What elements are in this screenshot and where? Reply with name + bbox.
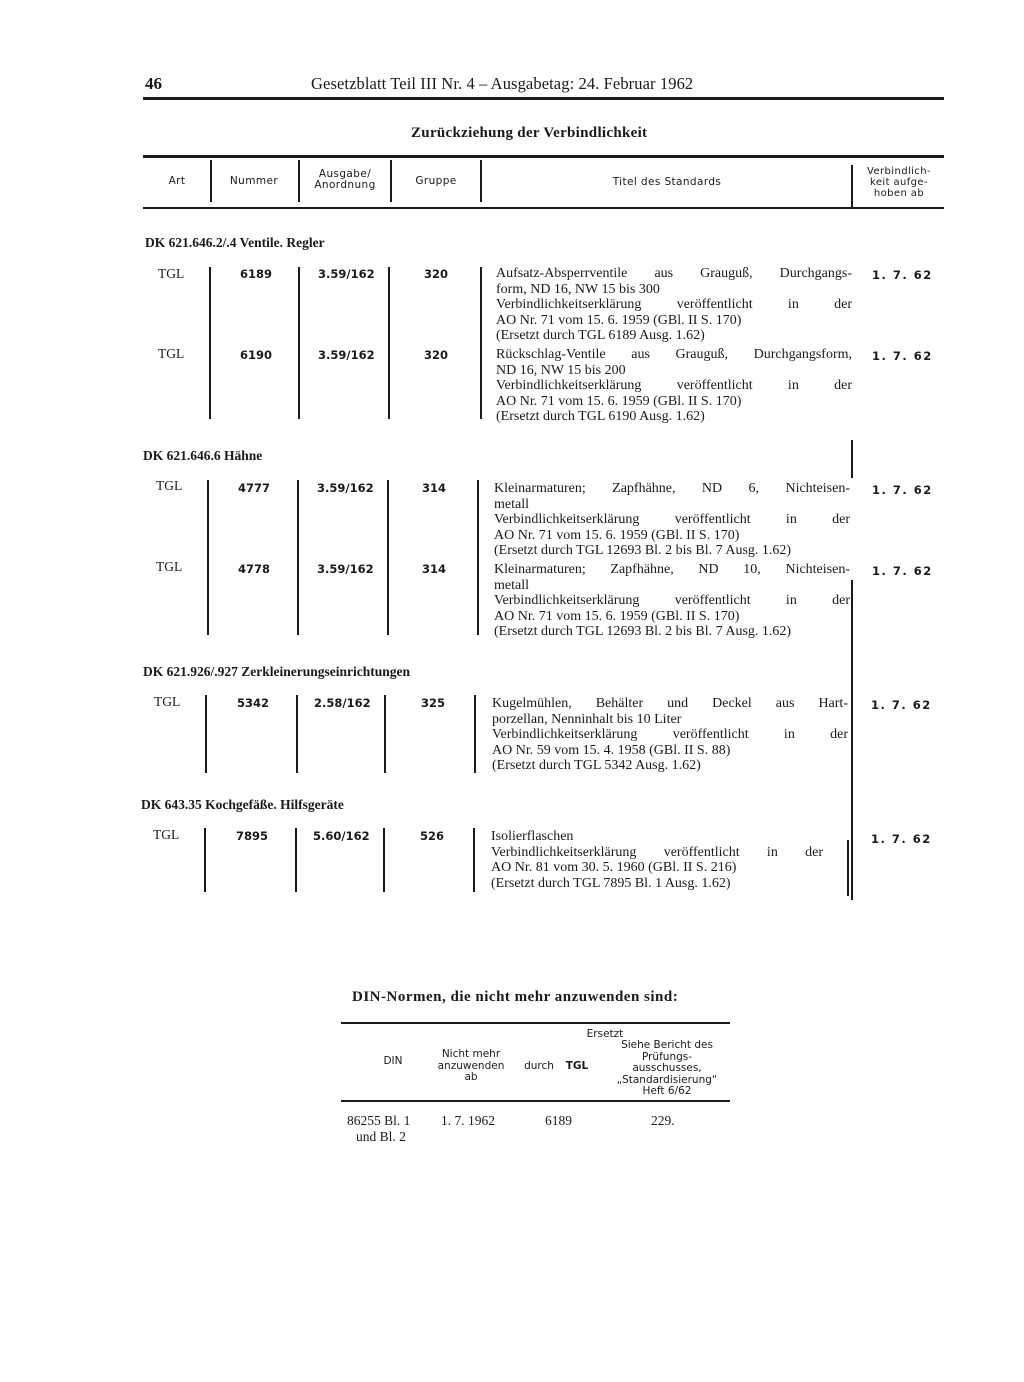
titel-line: Verbindlichkeitserklärung veröffentlicht in der (491, 844, 823, 860)
titel-line: AO Nr. 71 vom 15. 6. 1959 (GBl. II S. 170) (494, 527, 740, 543)
cell-divider (387, 480, 389, 635)
column-header-verbindlich-line: Verbindlich- (867, 166, 931, 177)
column-header-ausgabe-line: Ausgabe/ (318, 168, 372, 180)
din-header-nicht-mehr (430, 1049, 512, 1084)
cell-divider (473, 828, 475, 892)
titel-line: Isolierflaschen (491, 829, 574, 844)
din-header-line: „Standardisierung“ (616, 1073, 718, 1086)
cell-ausgabe: 2.58/162 (314, 696, 371, 710)
din-header-line: Siehe Bericht des (621, 1039, 713, 1051)
titel-line: ND 16, NW 15 bis 200 (496, 362, 626, 378)
right-column-divider (851, 440, 853, 478)
din-header-line: Heft 6/62 (642, 1085, 692, 1097)
cell-divider (383, 828, 385, 892)
group-title: DK 621.646.6 Hähne (143, 448, 263, 463)
group-title: DK 643.35 Kochgefäße. Hilfsgeräte (141, 797, 344, 812)
cell-gruppe: 526 (420, 829, 445, 843)
titel-line: metall (494, 496, 529, 512)
titel-line: Verbindlichkeitserklärung veröffentlicht in der (494, 593, 850, 609)
titel-line: Rückschlag-Ventile aus Grauguß, Durchgangsform, (496, 347, 852, 362)
titel-line: (Ersetzt durch TGL 12693 Bl. 2 bis Bl. 7 Ausg. 1.62) (494, 543, 792, 559)
cell-titel (494, 481, 850, 559)
cell-ausgabe: 5.60/162 (313, 829, 370, 843)
cell-nummer: 7895 (236, 829, 269, 843)
din-cell-bericht: 229. (651, 1113, 675, 1128)
din-cell-din (347, 1113, 410, 1145)
cell-nummer: 6189 (240, 267, 273, 281)
right-column-divider (847, 840, 849, 896)
cell-art: TGL (158, 346, 185, 361)
column-header-verbindlich-line: keit aufge- (870, 177, 928, 188)
din-section-title: DIN-Normen, die nicht mehr anzuwenden sind: (352, 989, 679, 1005)
titel-line: (Ersetzt durch TGL 6189 Ausg. 1.62) (496, 328, 705, 344)
cell-ausgabe: 3.59/162 (318, 267, 375, 281)
din-cell-datum: 1. 7. 1962 (441, 1113, 495, 1128)
cell-aufgehoben: 1. 7. 62 (872, 564, 933, 578)
table-header-rule (143, 207, 944, 209)
cell-divider (480, 267, 482, 419)
cell-gruppe: 320 (424, 267, 449, 281)
din-header-tgl: TGL (565, 1060, 589, 1072)
header-divider (390, 160, 392, 202)
din-header-rule (341, 1100, 730, 1102)
cell-divider (297, 480, 299, 635)
cell-divider (388, 267, 390, 419)
column-header-ausgabe (302, 169, 388, 191)
cell-aufgehoben: 1. 7. 62 (871, 832, 932, 846)
cell-titel (496, 347, 852, 425)
cell-titel (492, 696, 848, 774)
titel-line: AO Nr. 71 vom 15. 6. 1959 (GBl. II S. 170) (494, 608, 740, 624)
din-header-line: Prüfungs- (641, 1050, 693, 1063)
titel-line: AO Nr. 81 vom 30. 5. 1960 (GBl. II S. 216) (491, 860, 737, 876)
cell-ausgabe: 3.59/162 (317, 481, 374, 495)
cell-divider (298, 267, 300, 419)
cell-divider (474, 695, 476, 773)
cell-divider (205, 695, 207, 773)
titel-line: (Ersetzt durch TGL 5342 Ausg. 1.62) (492, 758, 701, 774)
cell-titel (494, 562, 850, 640)
cell-art: TGL (156, 478, 183, 493)
din-header-durch: durch (524, 1060, 554, 1072)
cell-divider (209, 267, 211, 419)
cell-titel (496, 266, 852, 344)
titel-line: metall (494, 577, 529, 593)
titel-line: Verbindlichkeitserklärung veröffentlicht in der (494, 512, 850, 528)
din-cell-tgl: 6189 (545, 1113, 572, 1128)
header-rule (143, 97, 944, 100)
titel-line: Kleinarmaturen; Zapfhähne, ND 6, Nichteisen- (494, 481, 850, 496)
din-header-line: ab (464, 1071, 478, 1083)
header-divider (298, 160, 300, 202)
din-cell-line: und Bl. 2 (356, 1129, 406, 1144)
column-header-verbindlich (854, 166, 944, 199)
column-header-nummer: Nummer (229, 175, 279, 187)
titel-line: AO Nr. 59 vom 15. 4. 1958 (GBl. II S. 88) (492, 742, 731, 758)
din-header-line: anzuwenden (437, 1059, 505, 1072)
cell-aufgehoben: 1. 7. 62 (871, 698, 932, 712)
titel-line: Kugelmühlen, Behälter und Deckel aus Hart- (492, 696, 848, 711)
header-divider (480, 160, 482, 202)
group-title: DK 621.646.2/.4 Ventile. Regler (145, 235, 325, 250)
cell-divider (207, 480, 209, 635)
titel-line: Verbindlichkeitserklärung veröffentlicht in der (496, 378, 852, 394)
cell-aufgehoben: 1. 7. 62 (872, 349, 933, 363)
cell-ausgabe: 3.59/162 (318, 348, 375, 362)
table-top-rule (143, 155, 944, 158)
section-title: Zurückziehung der Verbindlichkeit (411, 125, 648, 141)
running-title: Gesetzblatt Teil III Nr. 4 – Ausgabetag: 24. Februar 1962 (311, 74, 694, 93)
column-header-ausgabe-line: Anordnung (314, 179, 376, 191)
din-header-ersetzt: Ersetzt (586, 1028, 624, 1040)
titel-line: Aufsatz-Absperrventile aus Grauguß, Durchgangs- (496, 266, 852, 281)
titel-line: (Ersetzt durch TGL 12693 Bl. 2 bis Bl. 7 Ausg. 1.62) (494, 624, 792, 640)
titel-line: (Ersetzt durch TGL 7895 Bl. 1 Ausg. 1.62) (491, 875, 731, 891)
group-title: DK 621.926/.927 Zerkleinerungseinrichtungen (143, 664, 411, 679)
din-header-din: DIN (383, 1055, 403, 1067)
titel-line: Kleinarmaturen; Zapfhähne, ND 10, Nichteisen- (494, 562, 850, 577)
titel-line: Verbindlichkeitserklärung veröffentlicht in der (496, 297, 852, 313)
cell-divider (295, 828, 297, 892)
cell-divider (296, 695, 298, 773)
cell-gruppe: 314 (422, 481, 447, 495)
cell-divider (204, 828, 206, 892)
titel-line: porzellan, Nenninhalt bis 10 Liter (492, 711, 682, 727)
din-header-line: Nicht mehr (441, 1048, 501, 1060)
titel-line: form, ND 16, NW 15 bis 300 (496, 281, 660, 297)
titel-line: AO Nr. 71 vom 15. 6. 1959 (GBl. II S. 170) (496, 393, 742, 409)
column-header-titel: Titel des Standards (612, 176, 722, 188)
din-subrule (520, 1022, 730, 1023)
column-header-verbindlich-line: hoben ab (873, 188, 925, 199)
cell-art: TGL (156, 559, 183, 574)
cell-titel (491, 829, 823, 891)
cell-divider (477, 480, 479, 635)
column-header-art: Art (168, 175, 186, 187)
cell-nummer: 4778 (238, 562, 271, 576)
cell-gruppe: 320 (424, 348, 449, 362)
header-divider (210, 160, 212, 202)
din-header-line: ausschusses, (632, 1062, 702, 1074)
cell-art: TGL (158, 266, 185, 281)
right-column-divider (851, 580, 853, 900)
titel-line: AO Nr. 71 vom 15. 6. 1959 (GBl. II S. 170) (496, 312, 742, 328)
cell-ausgabe: 3.59/162 (317, 562, 374, 576)
cell-art: TGL (153, 827, 180, 842)
cell-nummer: 6190 (240, 348, 273, 362)
cell-art: TGL (154, 694, 181, 709)
cell-aufgehoben: 1. 7. 62 (872, 268, 933, 282)
column-header-gruppe: Gruppe (415, 175, 457, 187)
cell-gruppe: 314 (422, 562, 447, 576)
cell-nummer: 4777 (238, 481, 271, 495)
header-divider (851, 165, 853, 207)
cell-divider (384, 695, 386, 773)
din-cell-line: 86255 Bl. 1 (347, 1113, 411, 1128)
din-header-bericht (604, 1040, 730, 1098)
titel-line: (Ersetzt durch TGL 6190 Ausg. 1.62) (496, 409, 705, 425)
cell-gruppe: 325 (421, 696, 446, 710)
page-number: 46 (145, 74, 162, 93)
titel-line: Verbindlichkeitserklärung veröffentlicht in der (492, 727, 848, 743)
cell-nummer: 5342 (237, 696, 270, 710)
cell-aufgehoben: 1. 7. 62 (872, 483, 933, 497)
